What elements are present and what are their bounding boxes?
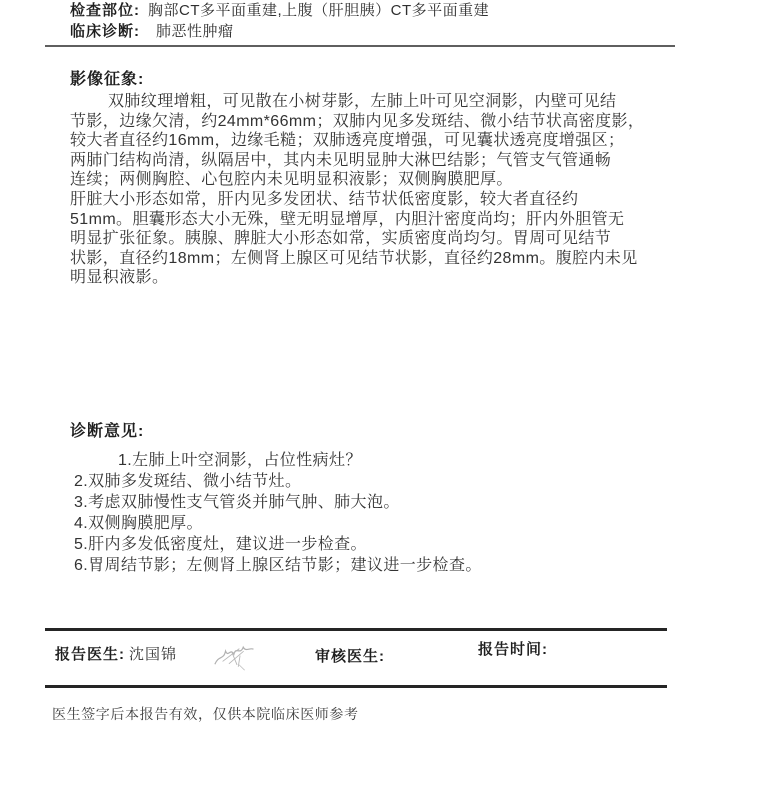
exam-site-label: 检查部位: [70,2,140,19]
imaging-line: 肝脏大小形态如常，肝内见多发团状、结节状低密度影，较大者直径约 [70,190,579,208]
report-time-label: 报告时间: [478,641,548,658]
imaging-line: 51mm。胆囊形态大小无殊，壁无明显增厚，内胆汁密度尚均；肝内外胆管无 [70,210,625,228]
clinical-diagnosis-value: 肺恶性肿瘤 [156,23,234,40]
impression-heading: 诊断意见: [70,423,145,440]
report-doctor-name: 沈国锦 [129,646,178,663]
impression-item: 2.双肺多发斑结、微小结节灶。 [74,473,302,490]
imaging-line: 双肺纹理增粗，可见散在小树芽影，左肺上叶可见空洞影，内壁可见结 [108,93,617,110]
imaging-line: 节影，边缘欠清，约24mm*66mm；双肺内见多发斑结、微小结节状高密度影， [70,112,645,130]
header-divider [45,45,675,47]
exam-site-row [70,1,489,21]
imaging-line: 较大者直径约16mm，边缘毛糙；双肺透亮度增强，可见囊状透亮度增强区； [70,132,625,150]
impression-item: 3.考虑双肺慢性支气管炎并肺气肿、肺大泡。 [74,494,400,511]
footer-bottom-rule [45,685,667,688]
imaging-line: 明显扩张征象。胰腺、脾脏大小形态如常，实质密度尚均匀。胃周可见结节 [70,230,612,248]
impression-list [74,450,694,576]
report-doctor-field [55,645,177,665]
imaging-findings-heading: 影像征象: [70,71,145,88]
signature-scribble-icon [208,635,263,674]
imaging-findings-paragraph [70,92,682,288]
review-doctor-field [315,647,385,667]
impression-item: 4.双侧胸膜肥厚。 [74,515,203,532]
imaging-line: 连续；两侧胸腔、心包腔内未见明显积液影；双侧胸膜肥厚。 [70,171,513,189]
imaging-line: 状影，直径约18mm；左侧肾上腺区可见结节状影，直径约28mm。腹腔内未见 [70,249,638,267]
report-doctor-label: 报告医生: [55,646,125,663]
exam-site-value: 胸部CT多平面重建,上腹（肝胆胰）CT多平面重建 [148,2,490,19]
clinical-diagnosis-label: 临床诊断: [70,23,140,40]
impression-item: 6.胃周结节影；左侧肾上腺区结节影；建议进一步检查。 [74,557,482,574]
validity-note: 医生签字后本报告有效，仅供本院临床医师参考 [52,706,359,722]
imaging-line: 明显积液影。 [70,269,169,287]
imaging-line: 两肺门结构尚清，纵隔居中，其内未见明显肿大淋巴结影；气管支气管通畅 [70,151,612,169]
impression-item: 5.肝内多发低密度灶，建议进一步检查。 [74,536,367,553]
report-time-field [478,640,548,660]
review-doctor-label: 审核医生: [315,648,385,665]
footer-top-rule [45,628,667,631]
impression-item: 1.左肺上叶空洞影，占位性病灶？ [118,452,362,469]
clinical-diagnosis-row [70,22,234,42]
